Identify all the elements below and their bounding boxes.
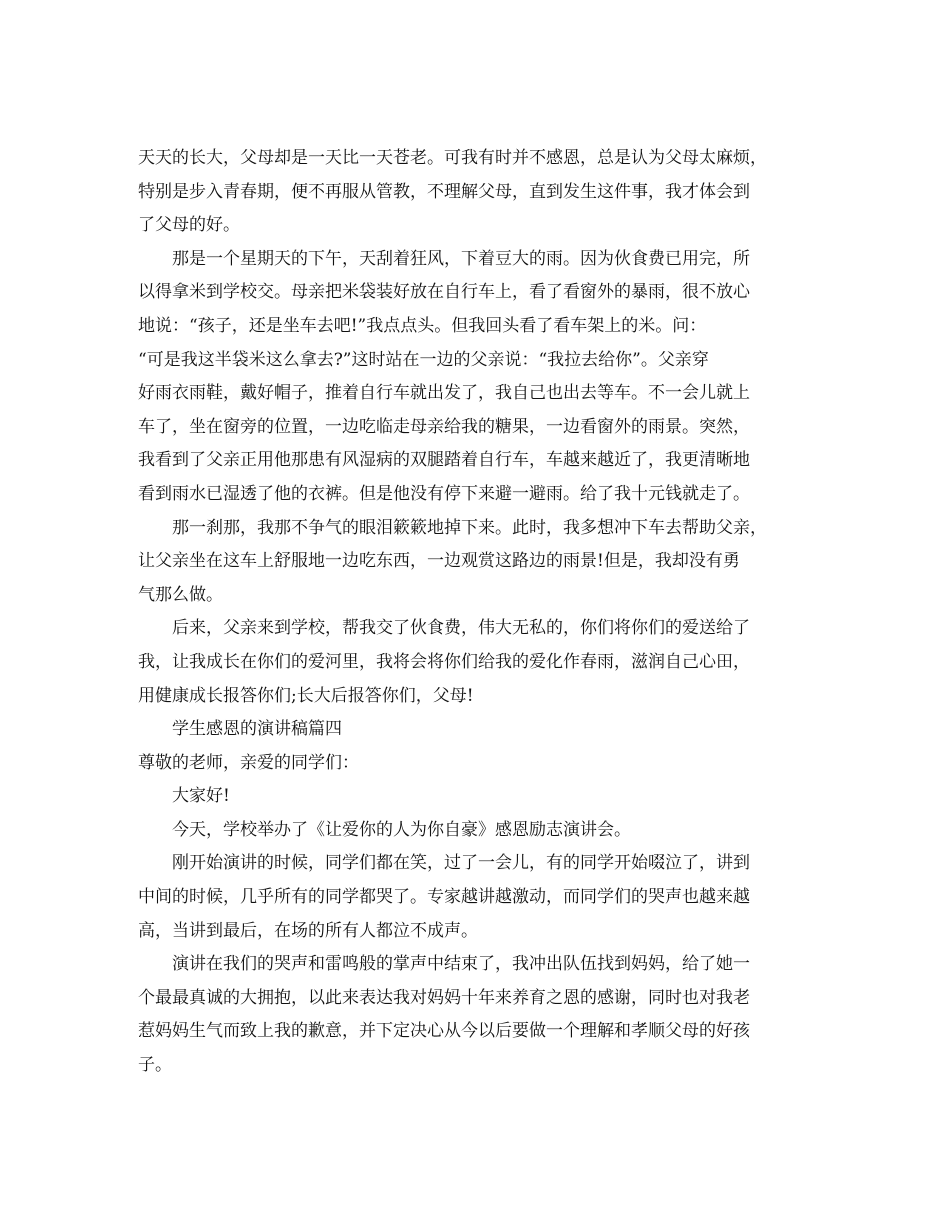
- text-line: 天天的长大，父母却是一天比一天苍老。可我有时并不感恩，总是认为父母太麻烦，: [138, 148, 767, 168]
- text-line: 中间的时候，几乎所有的同学都哭了。专家越讲越激动，而同学们的哭声也越来越: [138, 887, 750, 908]
- text-line: 个最最真诚的大拥抱，以此来表达我对妈妈十年来养育之恩的感谢，同时也对我老: [138, 987, 750, 1008]
- text-line: 大家好!: [172, 786, 230, 807]
- text-line: 演讲在我们的哭声和雷鸣般的掌声中结束了，我冲出队伍找到妈妈，给了她一: [172, 954, 750, 975]
- text-line: 尊敬的老师，亲爱的同学们：: [138, 752, 359, 773]
- text-line: 用健康成长报答你们;长大后报答你们，父母!: [138, 685, 474, 706]
- text-line: 那一刹那，我那不争气的眼泪簌簌地掉下来。此时，我多想冲下车去帮助父亲，: [172, 517, 767, 538]
- text-line: 学生感恩的演讲稿篇四: [172, 719, 342, 740]
- text-line: 子。: [138, 1055, 172, 1076]
- text-line: 我，让我成长在你们的爱河里，我将会将你们给我的爱化作春雨，滋润自己心田，: [138, 651, 750, 672]
- text-line: 以得拿米到学校交。母亲把米袋装好放在自行车上，看了看窗外的暴雨，很不放心: [138, 282, 750, 303]
- text-line: 高，当讲到最后，在场的所有人都泣不成声。: [138, 920, 478, 941]
- text-line: 地说：“孩子，还是坐车去吧!”我点点头。但我回头看了看车架上的米。问：: [138, 315, 707, 336]
- text-line: 今天，学校举办了《让爱你的人为你自豪》感恩励志演讲会。: [172, 819, 631, 840]
- text-line: 车了，坐在窗旁的位置，一边吃临走母亲给我的糖果，一边看窗外的雨景。突然，: [138, 416, 750, 437]
- text-line: 那是一个星期天的下午，天刮着狂风，下着豆大的雨。因为伙食费已用完，所: [172, 248, 750, 269]
- text-line: 刚开始演讲的时候，同学们都在笑，过了一会儿，有的同学开始啜泣了，讲到: [172, 853, 750, 874]
- text-line: 特别是步入青春期，便不再服从管教，不理解父母，直到发生这件事，我才体会到: [138, 181, 750, 202]
- text-line: 气那么做。: [138, 584, 223, 605]
- text-line: 后来，父亲来到学校，帮我交了伙食费，伟大无私的，你们将你们的爱送给了: [172, 618, 750, 639]
- document-page: [138, 142, 828, 1083]
- text-line: 我看到了父亲正用他那患有风湿病的双腿踏着自行车，车越来越近了，我更清晰地: [138, 450, 750, 471]
- text-line: 惹妈妈生气而致上我的歉意，并下定决心从今以后要做一个理解和孝顺父母的好孩: [138, 1021, 750, 1042]
- text-line: 好雨衣雨鞋，戴好帽子，推着自行车就出发了，我自己也出去等车。不一会儿就上: [138, 383, 750, 404]
- text-line: 让父亲坐在这车上舒服地一边吃东西，一边观赏这路边的雨景!但是，我却没有勇: [138, 551, 740, 572]
- text-line: “可是我这半袋米这么拿去?”这时站在一边的父亲说：“我拉去给你”。父亲穿: [138, 349, 709, 370]
- text-line: 看到雨水已湿透了他的衣裤。但是他没有停下来避一避雨。给了我十元钱就走了。: [138, 483, 750, 504]
- text-line: 了父母的好。: [138, 215, 240, 236]
